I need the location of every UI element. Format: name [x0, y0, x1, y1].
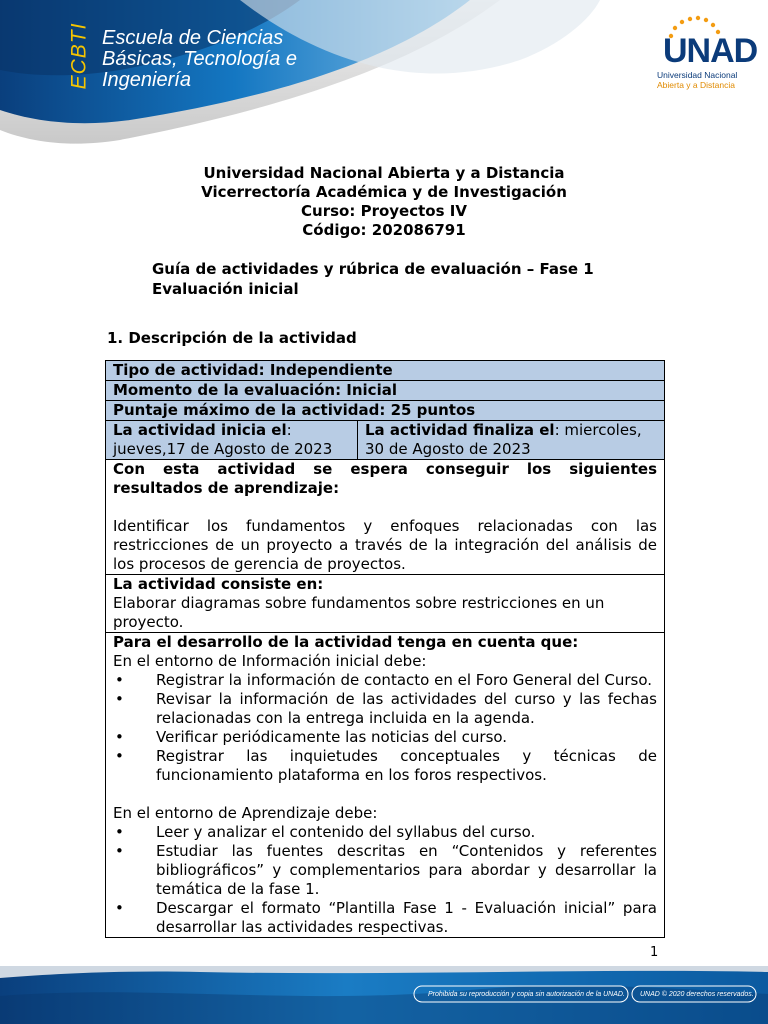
school-name [102, 28, 332, 91]
copyright-note-right: UNAD © 2020 derechos reservados. [640, 991, 754, 998]
table-row [106, 633, 665, 938]
list-item: • Verificar periódicamente las noticias del curso. [113, 728, 657, 747]
school-line-1: Escuela de Ciencias [102, 27, 284, 49]
list-item: • Descargar el formato “Plantilla Fase 1 - Evaluación inicial” para desarrollar las actividades respectivas. [113, 899, 657, 937]
learning-outcomes-heading: Con esta actividad se espera conseguir los siguientes resultados de aprendizaje: [113, 460, 657, 497]
unad-wordmark: UNAD [663, 32, 758, 70]
title-university: Universidad Nacional Abierta y a Distancia [203, 164, 565, 182]
title-code: Código: 202086791 [302, 221, 466, 239]
table-row [106, 575, 665, 633]
copyright-note-left: Prohibida su reproducción y copia sin autorización de la UNAD. [428, 991, 625, 998]
table-row [106, 361, 665, 381]
learning-environment-list [113, 823, 657, 937]
list-item: • Revisar la información de las actividades del curso y las fechas relacionadas con la entrega incluida en la agenda. [113, 690, 657, 728]
initial-environment-label: En el entorno de Información inicial debe: [113, 652, 427, 670]
learning-environment-label: En el entorno de Aprendizaje debe: [113, 804, 378, 822]
evaluation-moment-cell: Momento de la evaluación: Inicial [106, 381, 665, 401]
title-course: Curso: Proyectos IV [301, 202, 467, 220]
school-line-3: Ingeniería [102, 69, 191, 91]
table-row [106, 401, 665, 421]
page-number: 1 [650, 945, 659, 960]
document-title [0, 164, 768, 240]
unad-logo [655, 14, 758, 94]
activity-consists-heading: La actividad consiste en: [113, 575, 324, 593]
end-date-cell: La actividad finaliza el: miercoles, 30 de Agosto de 2023 [358, 421, 665, 460]
ecbti-tag: ECBTI [67, 22, 90, 90]
activity-consists-text: Elaborar diagramas sobre fundamentos sobre restricciones en un proyecto. [113, 594, 605, 631]
header-banner [0, 0, 768, 150]
list-item: • Registrar la información de contacto en el Foro General del Curso. [113, 671, 657, 690]
activity-consists-cell [106, 575, 665, 633]
unad-subtitle: Universidad Nacional Abierta y a Distancia [657, 70, 738, 90]
school-line-2: Básicas, Tecnología e [102, 48, 297, 70]
start-date-cell: La actividad inicia el: jueves,17 de Agosto de 2023 [106, 421, 358, 460]
list-item: • Estudiar las fuentes descritas en “Contenidos y referentes bibliográficos” y complementarios para abordar y desarrollar la temática de la fase 1. [113, 842, 657, 899]
guide-title [152, 259, 594, 299]
guide-title-line-1: Guía de actividades y rúbrica de evaluación – Fase 1 [152, 260, 594, 278]
list-item: • Registrar las inquietudes conceptuales y técnicas de funcionamiento plataforma en los foros respectivos. [113, 747, 657, 785]
section-heading: 1. Descripción de la actividad [107, 329, 357, 347]
learning-outcomes-text: Identificar los fundamentos y enfoques relacionadas con las restricciones de un proyecto a través de la integración del análisis de los procesos de gerencia de proyectos. [113, 517, 657, 573]
development-cell [106, 633, 665, 938]
table-row [106, 421, 665, 460]
activity-table [105, 360, 665, 938]
list-item: • Leer y analizar el contenido del syllabus del curso. [113, 823, 657, 842]
initial-environment-list [113, 671, 657, 785]
learning-outcomes-cell [106, 460, 665, 575]
development-heading: Para el desarrollo de la actividad tenga en cuenta que: [113, 633, 579, 651]
max-score-cell: Puntaje máximo de la actividad: 25 puntos [106, 401, 665, 421]
activity-type-cell: Tipo de actividad: Independiente [106, 361, 665, 381]
table-row [106, 460, 665, 575]
table-row [106, 381, 665, 401]
guide-title-line-2: Evaluación inicial [152, 280, 299, 298]
title-vicerrectoria: Vicerrectoría Académica y de Investigación [201, 183, 567, 201]
